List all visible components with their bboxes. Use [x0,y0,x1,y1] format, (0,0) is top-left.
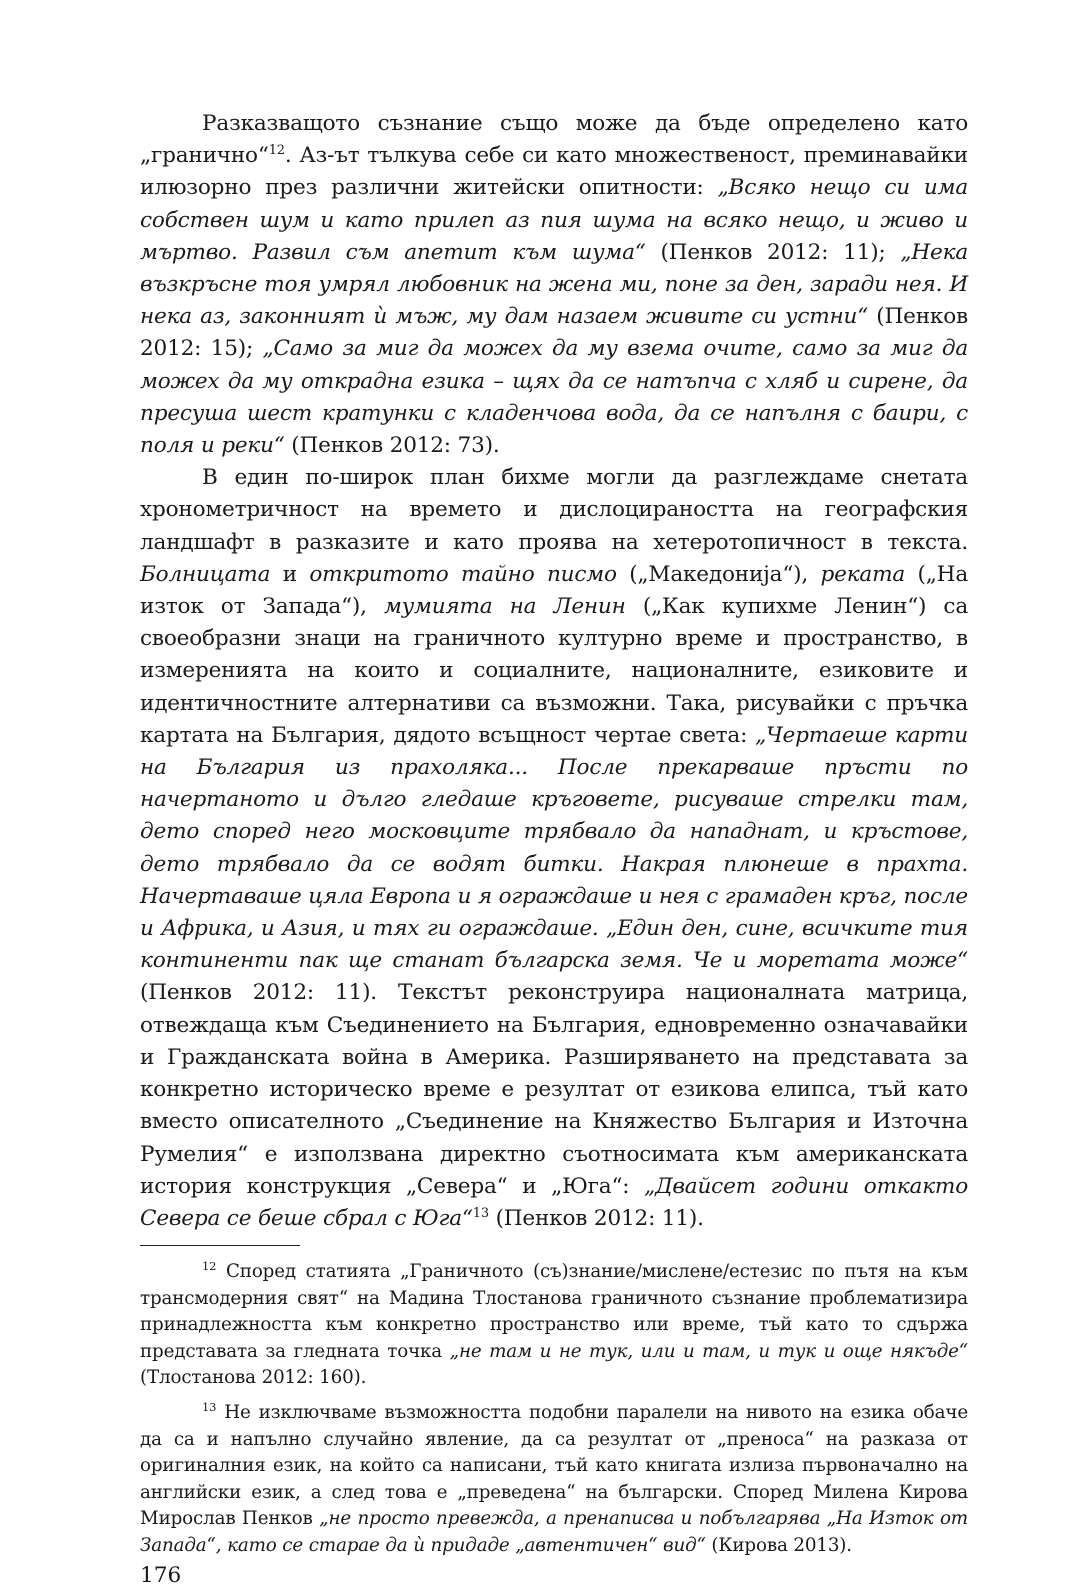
page-number: 176 [140,1562,182,1588]
paragraph-text: . Аз-ът тълкува себе си като множественост, преминавайки илюзорно през различни житейски опитности: [140,143,968,201]
footnote-separator [140,1245,300,1246]
footnote-text: Според статията „Граничното (съ)знание/мислене/естезис по пътя на към трансмодерния свят“ на Мадина Тлостанова граничното съзнание проблематизира принадлежността към конкретно пространство или време, тъй като то сдържа представата за гледната точка [140,1261,968,1362]
italic-quote: „Само за миг да можех да му взема очите, само за миг да можех да му открадна езика – щях да се натъпча с хляб и сирене, да пресуша шест кратунки с кладенчова вода, да се напълня с баири, с поля и реки“ [140,336,968,459]
italic-quote: „Чертаеше карти на България из прахоляка... После прекарваше пръсти по начертаното и дълго гледаше кръговете, рисуваше стрелки там, дето според него московците трябвало да нападнат, и кръстове, дето трябвало да се водят битки. Накрая плюнеше в прахта. Начертаваше цяла Европа и я ограждаше и нея с грамаден кръг, после и Африка, и Азия, и тях ги ограждаше. „Един ден, сине, всичките тия континенти пак ще станат българска земя. Че и моретата може“ [140,722,968,974]
page-body [140,108,968,1590]
italic-term: Болницата [140,561,271,587]
italic-quote: „Нека възкръсне тоя умрял любовник на жена ми, поне за ден, заради нея. И нека аз, законният ѝ мъж, му дам назаем живите си устни“ [140,239,968,330]
footnote-text: (Тлостанова 2012: 160). [140,1367,367,1389]
italic-quote: „Двайсет години откакто Севера се беше сбрал с Юга“ [140,1173,969,1231]
paragraph-text: („На изток от Запада“), [140,561,968,620]
paragraph-text: („Как купихме Ленин“) са своеобразни знаци на граничното културно време и пространство, в измеренията на които и социалните, националните, езиковите и идентичностните алтернативи са възможни. Така, рисувайки с пръчка картата на България, дядото всъщност чертае света: [140,594,969,748]
footnote-text: Не изключваме възможността подобни паралели на нивото на езика обаче да са и напълно случайно явление, да са резултат от „преноса“ на разказа от оригиналния език, на който са написани, тъй като книгата излиза първоначално на английски език, а след това е „преведена“ на български. Според Милена Кирова Мирослав Пенков [140,1402,968,1530]
citation: (Пенков 2012: 11); [645,239,901,265]
paragraph-text: и [270,561,310,587]
paragraph-text: В един по-широк план бихме могли да разглеждаме снетата хронометричност на времето и дислоцираността на географския ландшафт в разказите и като проява на хетеротопичност в текста. [140,465,968,555]
footnote-number: 13 [202,1400,217,1415]
paragraph-1 [140,108,968,462]
citation: (Пенков 2012: 15); [140,304,968,362]
paragraph-2 [140,462,968,1235]
italic-quote: „не там и не тук, или и там, и тук и още някъде“ [449,1340,968,1362]
italic-quote: „Всяко нещо си има собствен шум и като прилеп аз пия шума на всяко нещо, и живо и мъртво. Развил съм апетит към шума“ [140,175,968,265]
citation: (Пенков 2012: 73). [284,433,500,459]
footnote-ref-13[interactable]: 13 [472,1205,489,1221]
paragraph-text: (Пенков 2012: 11). Текстът реконструира националната матрица, отвеждаща към Съединението на България, едновременно означавайки и Гражданската война в Америка. Разширяването на представата за конкретно историческо време е резултат от езикова елипса, тъй като вместо описателното „Съединение на Княжество България и Източна Румелия“ е използвана директно съотносимата към американската история конструкция „Севера“ и „Юга“: [140,980,968,1199]
citation: (Пенков 2012: 11). [488,1205,704,1231]
paragraph-text: („Македонија“), [616,561,821,587]
footnote-12 [140,1259,968,1392]
italic-term: откритото тайно писмо [309,561,617,587]
italic-term: реката [820,561,906,587]
paragraph-text: Разказващото съзнание също може да бъде определено като „гранично“ [140,111,968,169]
italic-term: мумията на Ленин [383,594,626,620]
footnote-number: 12 [202,1259,217,1274]
footnote-13 [140,1400,968,1560]
footnote-ref-12[interactable]: 12 [268,143,285,159]
italic-quote: „не просто превежда, а пренаписва и побългарява „На Изток от Запада“, като се старае да ѝ придаде „автентичен“ вид“ [140,1508,968,1557]
footnote-text: (Кирова 2013). [705,1535,852,1557]
